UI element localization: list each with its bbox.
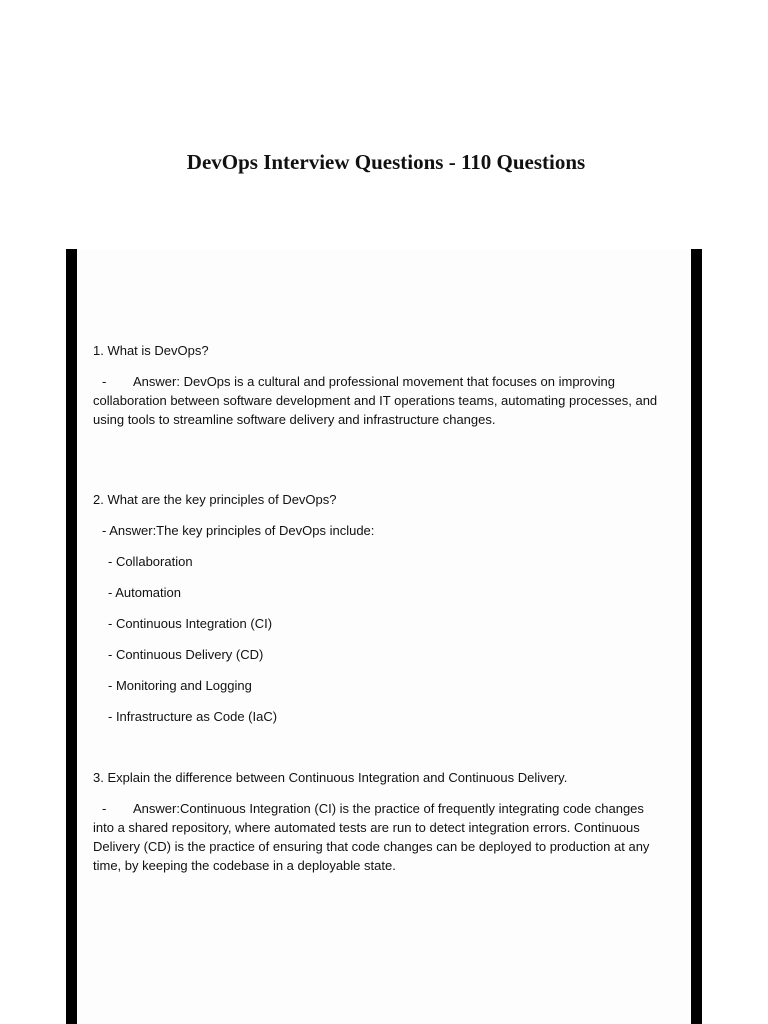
question-block-3 <box>93 768 661 875</box>
answer-1-text: Answer: DevOps is a cultural and professional movement that focuses on improving collaboration between software development and IT operations teams, automating processes, and using tools to streamline software delivery and infrastructure changes. <box>93 374 658 427</box>
question-2: 2. What are the key principles of DevOps? <box>93 492 337 507</box>
answer-2-intro: - Answer:The key principles of DevOps include: <box>102 523 375 538</box>
question-1: 1. What is DevOps? <box>93 343 209 358</box>
list-item: - Monitoring and Logging <box>108 678 252 693</box>
list-item: - Continuous Integration (CI) <box>108 616 273 631</box>
question-3: 3. Explain the difference between Continuous Integration and Continuous Delivery. <box>93 770 568 785</box>
content-frame <box>66 249 702 1024</box>
list-item: - Collaboration <box>108 554 193 569</box>
question-block-1 <box>93 341 661 429</box>
document-title: DevOps Interview Questions - 110 Questions <box>186 150 586 174</box>
list-item: - Infrastructure as Code (IaC) <box>108 709 278 724</box>
list-item: - Continuous Delivery (CD) <box>108 647 264 662</box>
question-block-2 <box>93 490 661 726</box>
answer-3-text: Answer:Continuous Integration (CI) is the practice of frequently integrating code changes into a shared repository, where automated tests are run to detect integration errors. Continuous Delivery (CD) is the practice of ensuring that code changes can be deployed to production at any time, by keeping the codebase in a deployable state. <box>93 801 650 873</box>
answer-1 <box>93 372 661 429</box>
answer-1-dash: - <box>102 374 107 389</box>
list-item: - Automation <box>108 585 181 600</box>
answer-3-dash: - <box>102 801 107 816</box>
principles-list <box>93 552 661 726</box>
answer-3 <box>93 799 661 875</box>
